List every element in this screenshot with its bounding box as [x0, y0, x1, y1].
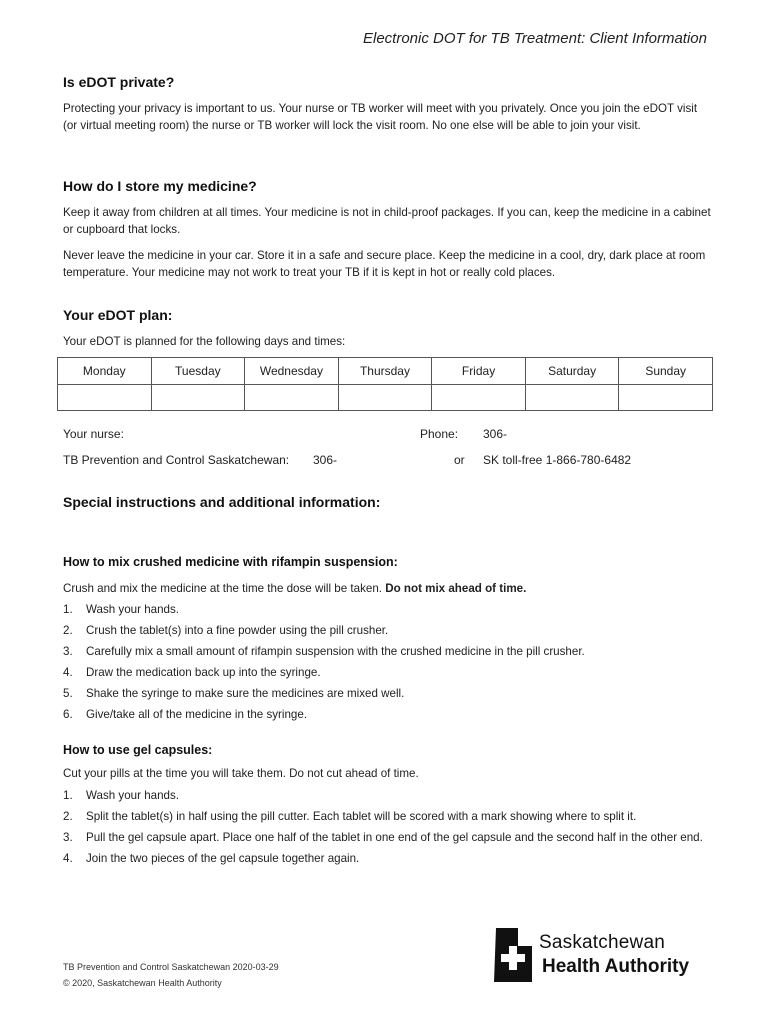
- step-text: Carefully mix a small amount of rifampin suspension with the crushed medicine in the pill crusher.: [86, 645, 585, 658]
- step-number: 5.: [63, 687, 73, 700]
- gel-step: [63, 808, 713, 825]
- day-header-sunday: Sunday: [619, 358, 713, 385]
- step-text: Give/take all of the medicine in the syringe.: [86, 708, 308, 721]
- step-text: Shake the syringe to make sure the medicines are mixed well.: [86, 687, 405, 700]
- logo-text-saskatchewan: Saskatchewan: [539, 932, 665, 953]
- saskatchewan-health-authority-logo: [492, 926, 712, 986]
- tollfree-number[interactable]: SK toll-free 1-866-780-6482: [483, 453, 632, 467]
- mix-step: [63, 622, 713, 639]
- mix-step: [63, 706, 713, 723]
- tb-program-label: TB Prevention and Control Saskatchewan:: [63, 453, 290, 467]
- day-header-thursday: Thursday: [338, 358, 432, 385]
- mix-steps-list: [63, 601, 713, 727]
- time-cell-tuesday[interactable]: [151, 385, 245, 411]
- step-number: 4.: [63, 852, 73, 865]
- step-text: Pull the gel capsule apart. Place one half of the tablet in one end of the gel capsule and the second half in the other end.: [86, 831, 703, 844]
- time-cell-friday[interactable]: [432, 385, 526, 411]
- logo-text-health-authority: Health Authority: [542, 956, 690, 977]
- step-number: 1.: [63, 789, 73, 802]
- step-number: 3.: [63, 645, 73, 658]
- gel-steps-list: [63, 787, 713, 871]
- or-label: or: [454, 453, 465, 467]
- edot-schedule-table: [57, 357, 713, 411]
- time-cell-saturday[interactable]: [525, 385, 619, 411]
- mix-intro: [63, 580, 713, 597]
- store-paragraph-1: Keep it away from children at all times. Your medicine is not in child-proof packages. If you can, keep the medicine in a cabinet or cupboard that locks.: [63, 206, 711, 236]
- tb-program-phone[interactable]: 306-: [313, 453, 338, 467]
- mix-intro-warning: Do not mix ahead of time.: [385, 582, 527, 595]
- day-header-friday: Friday: [432, 358, 526, 385]
- gel-intro: Cut your pills at the time you will take them. Do not cut ahead of time.: [63, 767, 419, 780]
- step-text: Split the tablet(s) in half using the pill cutter. Each tablet will be scored with a mark showing where to split it.: [86, 810, 637, 823]
- step-number: 1.: [63, 603, 73, 616]
- gel-step: [63, 787, 713, 804]
- time-cell-wednesday[interactable]: [245, 385, 339, 411]
- step-text: Wash your hands.: [86, 603, 180, 616]
- footer-copyright: © 2020, Saskatchewan Health Authority: [63, 978, 222, 988]
- day-header-wednesday: Wednesday: [245, 358, 339, 385]
- document-title: Electronic DOT for TB Treatment: Client Information: [363, 30, 707, 47]
- phone-label: Phone:: [420, 427, 459, 441]
- day-header-monday: Monday: [58, 358, 152, 385]
- step-text: Crush the tablet(s) into a fine powder using the pill crusher.: [86, 624, 389, 637]
- nurse-label: Your nurse:: [63, 427, 124, 441]
- private-paragraph: Protecting your privacy is important to us. Your nurse or TB worker will meet with you privately. Once you join the eDOT visit (or virtual meeting room) the nurse or TB worker will lock the visit room. No one else will be able to join your visit.: [63, 102, 698, 132]
- section-heading-special: Special instructions and additional information:: [63, 494, 381, 510]
- step-number: 6.: [63, 708, 73, 721]
- section-heading-gel: How to use gel capsules:: [63, 743, 213, 757]
- schedule-time-row: [58, 385, 713, 411]
- mix-step: [63, 601, 713, 618]
- step-number: 3.: [63, 831, 73, 844]
- section-heading-plan: Your eDOT plan:: [63, 307, 173, 323]
- mix-step: [63, 664, 713, 681]
- schedule-header-row: [58, 358, 713, 385]
- time-cell-sunday[interactable]: [619, 385, 713, 411]
- step-number: 2.: [63, 810, 73, 823]
- step-text: Draw the medication back up into the syringe.: [86, 666, 321, 679]
- footer-program-date: TB Prevention and Control Saskatchewan 2020-03-29: [63, 962, 279, 972]
- store-paragraph-2: Never leave the medicine in your car. Store it in a safe and secure place. Keep the medicine in a cool, dry, dark place at room temperature. Your medicine may not work to treat your TB if it is kept in hot or really cold places.: [63, 249, 706, 279]
- mix-intro-text: Crush and mix the medicine at the time the dose will be taken.: [63, 582, 382, 595]
- mix-step: [63, 685, 713, 702]
- time-cell-monday[interactable]: [58, 385, 152, 411]
- step-text: Join the two pieces of the gel capsule together again.: [86, 852, 360, 865]
- section-heading-private: Is eDOT private?: [63, 74, 175, 90]
- plan-intro: Your eDOT is planned for the following days and times:: [63, 335, 346, 348]
- day-header-saturday: Saturday: [525, 358, 619, 385]
- mix-step: [63, 643, 713, 660]
- day-header-tuesday: Tuesday: [151, 358, 245, 385]
- time-cell-thursday[interactable]: [338, 385, 432, 411]
- section-heading-store: How do I store my medicine?: [63, 178, 257, 194]
- step-number: 4.: [63, 666, 73, 679]
- phone-value[interactable]: 306-: [483, 427, 508, 441]
- gel-step: [63, 850, 713, 867]
- gel-step: [63, 829, 713, 846]
- step-text: Wash your hands.: [86, 789, 180, 802]
- saskatchewan-health-authority-logo-icon: [492, 926, 534, 984]
- step-number: 2.: [63, 624, 73, 637]
- section-heading-mix: How to mix crushed medicine with rifampin suspension:: [63, 555, 398, 569]
